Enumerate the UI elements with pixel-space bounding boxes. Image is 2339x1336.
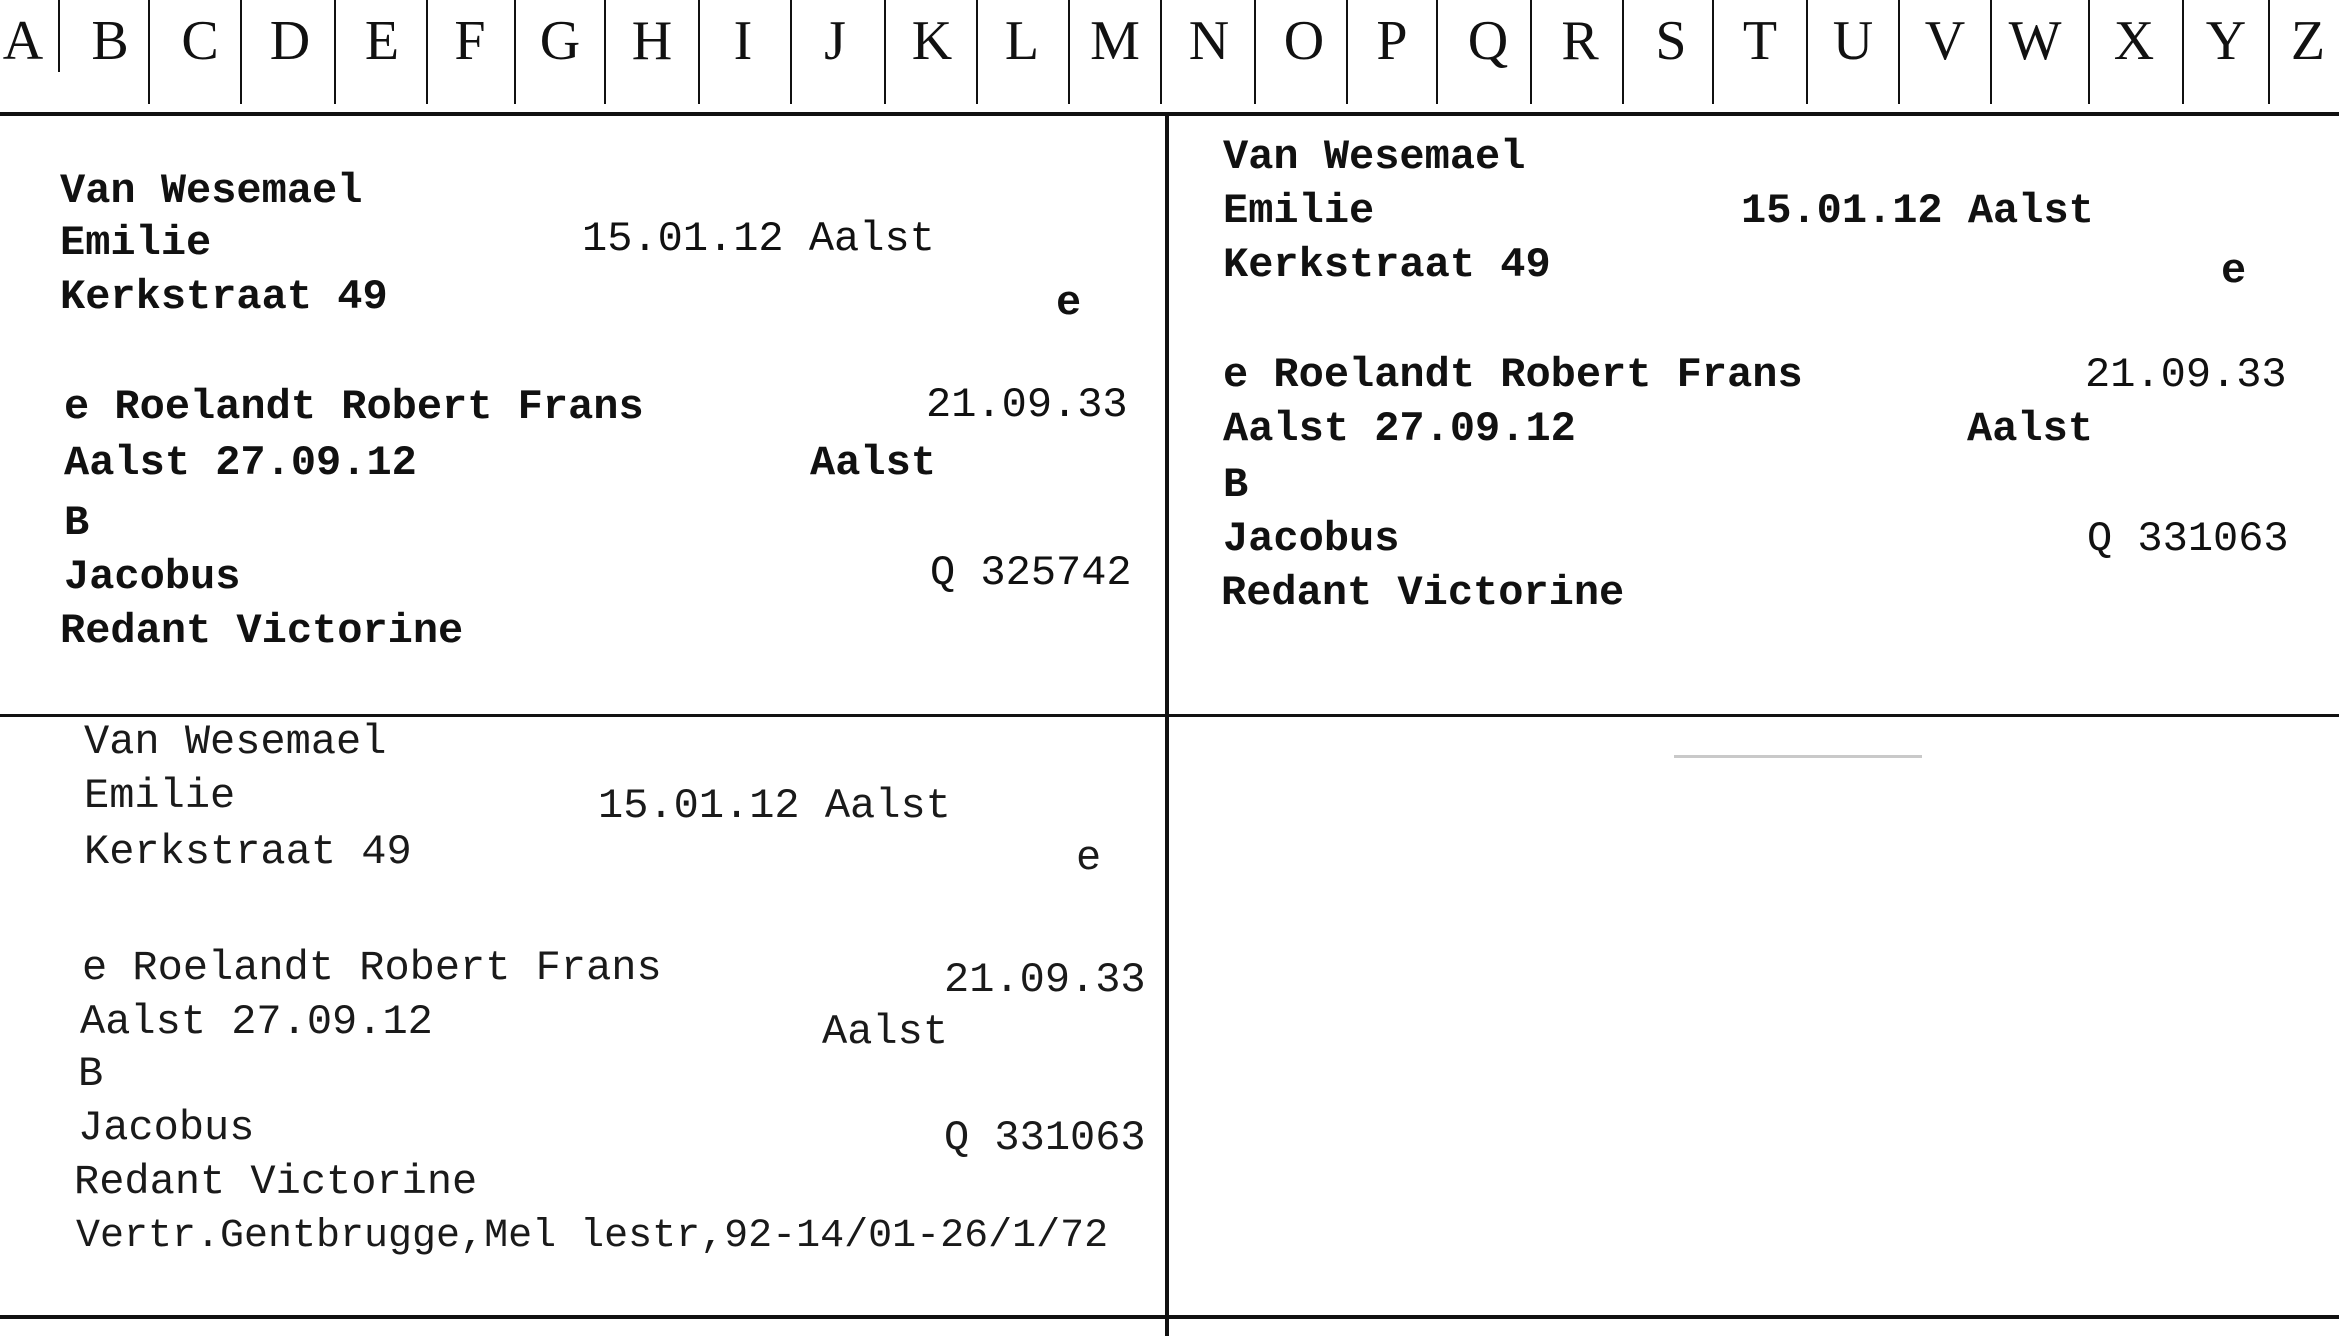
header-divider [2182, 0, 2184, 104]
header-letter-k: K [911, 10, 953, 72]
card-spouse: e Roelandt Robert Frans [64, 383, 644, 431]
header-letter-t: T [1742, 10, 1778, 72]
card-address: Kerkstraat 49 [84, 828, 412, 876]
card-address: Kerkstraat 49 [1223, 241, 1551, 289]
header-letter-o: O [1283, 10, 1325, 72]
header-divider [334, 0, 336, 104]
header-letter-p: P [1376, 10, 1408, 72]
header-letter-h: H [631, 10, 673, 72]
header-letter-b: B [91, 10, 129, 72]
header-letter-q: Q [1467, 10, 1509, 72]
card-spouse-birth: Aalst 27.09.12 [80, 998, 433, 1046]
header-letter-z: Z [2290, 10, 2326, 72]
scan-smudge [1674, 755, 1922, 758]
header-letter-u: U [1832, 10, 1874, 72]
card-address: Kerkstraat 49 [60, 273, 388, 321]
header-divider [1712, 0, 1714, 104]
header-letter-d: D [269, 10, 311, 72]
header-divider [240, 0, 242, 104]
header-divider [1806, 0, 1808, 104]
header-letter-m: M [1090, 10, 1140, 72]
header-divider [58, 0, 60, 72]
card-father: Jacobus [1223, 515, 1400, 563]
card-marriage-date: 21.09.33 [944, 956, 1146, 1004]
header-letter-g: G [539, 10, 581, 72]
header-divider [1160, 0, 1162, 104]
card-surname: Van Wesemael [84, 718, 387, 766]
card-mother: Redant Victorine [1221, 569, 1625, 617]
header-divider [698, 0, 700, 104]
card-mother: Redant Victorine [74, 1158, 478, 1206]
header-divider [976, 0, 978, 104]
header-divider [1898, 0, 1900, 104]
index-card-top-left [0, 116, 1165, 714]
card-birth: 15.01.12 Aalst [1741, 187, 2094, 235]
card-spouse: e Roelandt Robert Frans [82, 944, 662, 992]
index-card-top-right [1169, 116, 2339, 714]
header-divider [1346, 0, 1348, 104]
card-code-e: e [2221, 247, 2247, 295]
header-letter-j: J [824, 10, 846, 72]
card-reference: Q 325742 [930, 549, 1132, 597]
card-firstname: Emilie [1223, 187, 1375, 235]
card-marriage-place: Aalst [822, 1008, 949, 1056]
header-letter-w: W [2008, 10, 2062, 72]
header-divider [1622, 0, 1624, 104]
header-letter-n: N [1188, 10, 1230, 72]
card-birth: 15.01.12 Aalst [598, 782, 951, 830]
alphabet-header [0, 0, 2339, 116]
card-letter-b: B [64, 499, 90, 547]
header-letter-v: V [1924, 10, 1966, 72]
card-marriage-date: 21.09.33 [926, 381, 1128, 429]
header-divider [1530, 0, 1532, 104]
card-father: Jacobus [78, 1104, 255, 1152]
card-mother: Redant Victorine [60, 607, 464, 655]
card-letter-b: B [78, 1050, 104, 1098]
card-surname: Van Wesemael [1223, 133, 1526, 181]
card-firstname: Emilie [60, 219, 212, 267]
header-divider [426, 0, 428, 104]
header-divider [2268, 0, 2270, 104]
header-divider [790, 0, 792, 104]
header-divider [1068, 0, 1070, 104]
header-letter-c: C [181, 10, 219, 72]
header-divider [1436, 0, 1438, 104]
header-letter-s: S [1655, 10, 1687, 72]
header-letter-x: X [2113, 10, 2155, 72]
header-letter-l: L [1004, 10, 1040, 72]
card-note: Vertr.Gentbrugge,Mel lestr,92-14/01-26/1/72 [76, 1214, 1109, 1259]
card-firstname: Emilie [84, 772, 236, 820]
card-spouse-birth: Aalst 27.09.12 [64, 439, 417, 487]
card-code-e: e [1056, 279, 1082, 327]
card-bottom-rule [0, 1315, 2339, 1319]
card-spouse-birth: Aalst 27.09.12 [1223, 405, 1576, 453]
header-letter-r: R [1561, 10, 1599, 72]
card-birth: 15.01.12 Aalst [582, 215, 935, 263]
header-letter-y: Y [2205, 10, 2247, 72]
card-reference: Q 331063 [2087, 515, 2289, 563]
index-card-bottom-right-empty [1169, 717, 2339, 1315]
header-letter-e: E [364, 10, 400, 72]
index-card-bottom-left [0, 717, 1165, 1315]
card-surname: Van Wesemael [60, 167, 363, 215]
card-reference: Q 331063 [944, 1114, 1146, 1162]
card-marriage-place: Aalst [1967, 405, 2094, 453]
header-letter-f: F [454, 10, 486, 72]
header-divider [2088, 0, 2090, 104]
header-letter-a: A [2, 10, 44, 72]
header-divider [1990, 0, 1992, 104]
header-divider [514, 0, 516, 104]
header-divider [148, 0, 150, 104]
header-divider [604, 0, 606, 104]
header-divider [1254, 0, 1256, 104]
header-divider [884, 0, 886, 104]
card-spouse: e Roelandt Robert Frans [1223, 351, 1803, 399]
card-letter-b: B [1223, 461, 1249, 509]
card-code-e: e [1076, 834, 1102, 882]
card-father: Jacobus [64, 553, 241, 601]
card-marriage-date: 21.09.33 [2085, 351, 2287, 399]
card-marriage-place: Aalst [810, 439, 937, 487]
header-letter-i: I [733, 10, 753, 72]
